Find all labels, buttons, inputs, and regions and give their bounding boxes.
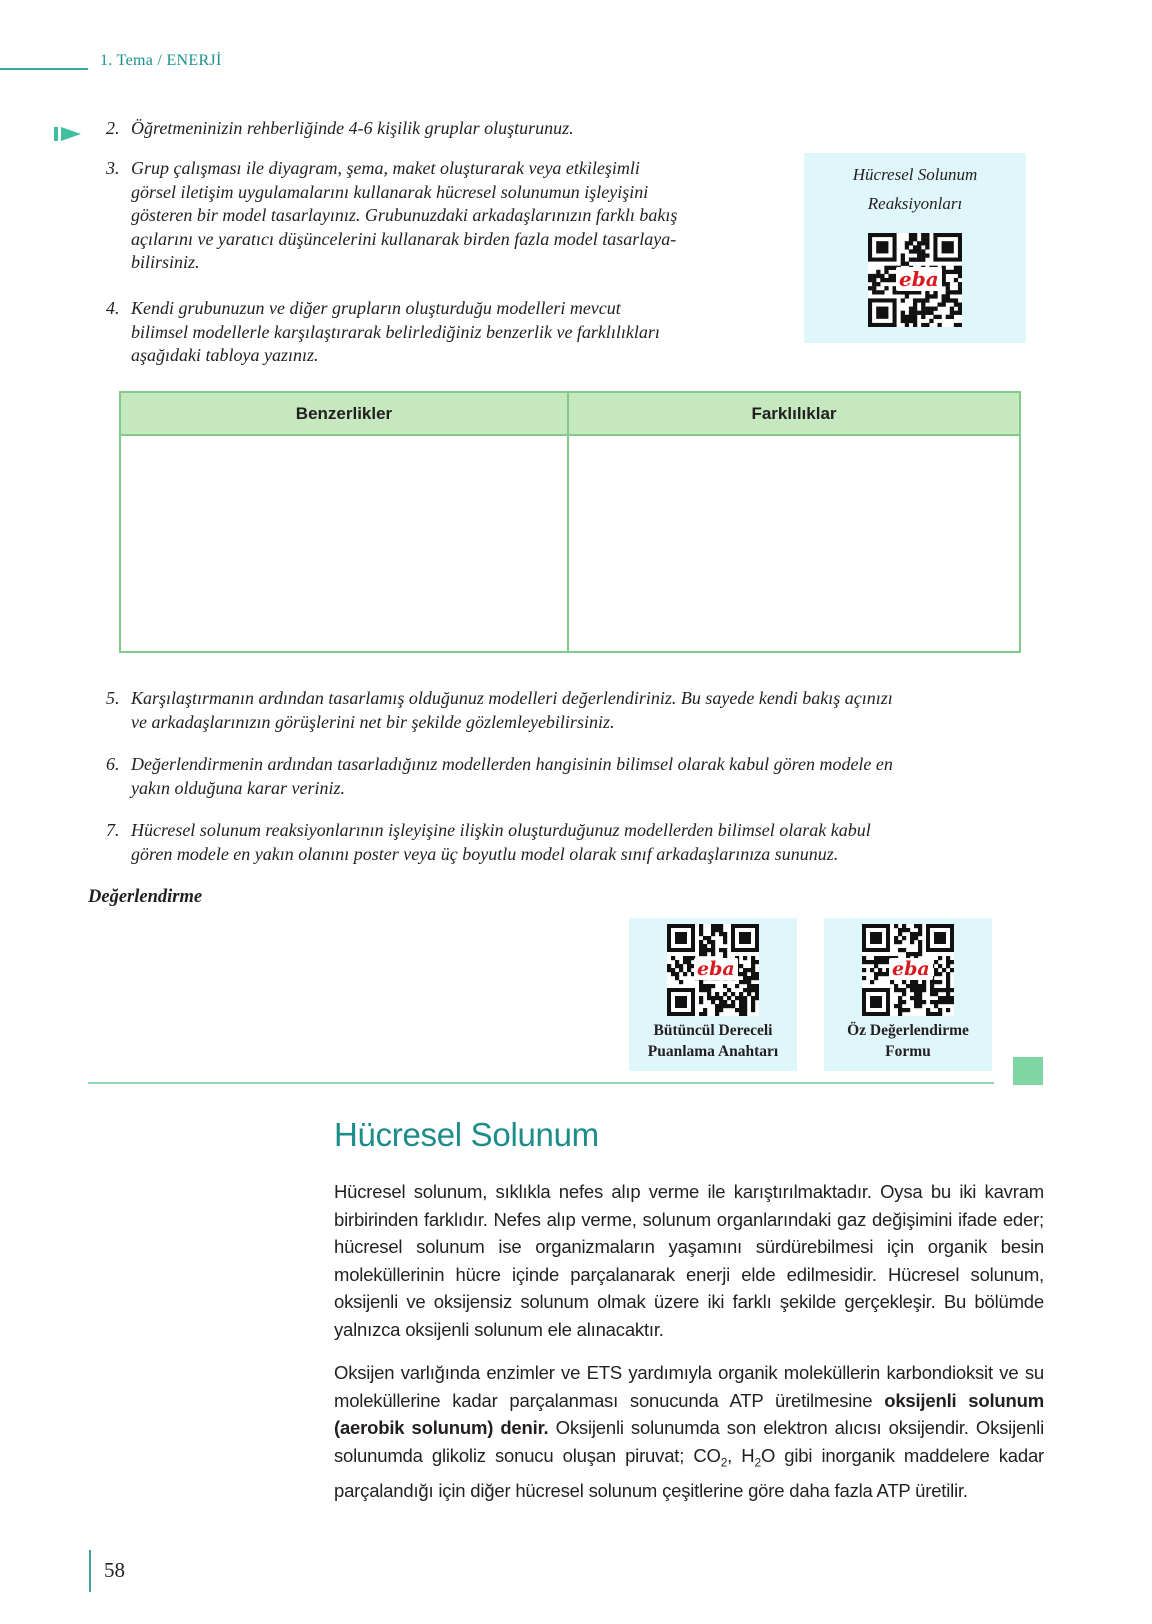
section-title: Hücresel Solunum [334,1116,599,1153]
qr-caption-line: Reaksiyonları [867,194,963,213]
item-line: Kendi grubunuzun ve diğer grupların oluşturduğu modelleri mevcut [131,298,621,318]
qr-code-icon[interactable] [862,924,954,1016]
item-line: gören modele en yakın olanını poster veya üç boyutlu model olarak sınıf arkadaşlarınıza sununuz. [131,843,839,864]
item-line: yakın olduğuna karar veriniz. [131,777,345,798]
list-item [106,819,1046,867]
item-number: 6. [106,754,120,774]
qr-code-icon[interactable] [868,233,962,327]
qr-caption-line: Puanlama Anahtarı [647,1043,779,1060]
list-item [106,297,776,369]
table-cell-benzerlikler[interactable] [121,436,567,651]
subscript: 2 [754,1455,761,1470]
key-term: oksijenli solunum (aerobik solunum) denir. [334,1389,1044,1438]
paragraph-1: Hücresel solunum, sıklıkla nefes alıp verme ile karıştırılmaktadır. Oysa bu iki kavram birbirinden farklıdır. Nefes alıp verme, solunum organlarındaki gaz değişimini ifade eder; hücresel solunum ise organizmaların yaşamını sürdürebilmesi için organik besin moleküllerinin hücre içinde parçalanarak enerji elde edilmesidir. Hücresel solunum, oksijenli ve oksijensiz solunum olmak üzere iki farklı şekilde gerçekleşir. Bu bölümde yalnızca oksijenli solunum ele alınacaktır. [334,1181,1044,1340]
list-item [106,117,756,141]
item-line: gösteren bir model tasarlayınız. Grubunuzdaki arkadaşlarınızın farklı bakış [131,205,678,225]
qr-caption-line: Hücresel Solunum [852,165,978,184]
item-number: 2. [106,118,120,138]
qr-box-hucresel-solunum[interactable] [804,153,1026,343]
item-number: 5. [106,688,120,708]
list-item [106,687,1046,735]
item-line: Karşılaştırmanın ardından tasarlamış olduğunuz modelleri değerlendiriniz. Bu sayede kendi bakış açınızı [131,688,893,708]
table-header-farkliliklar: Farklılıklar [751,404,837,423]
eba-logo: eba [694,958,738,980]
qr-caption-line: Öz Değerlendirme [847,1022,969,1039]
eba-logo: eba [889,958,933,980]
play-arrow-icon [54,126,82,142]
eba-logo: eba [896,267,942,291]
subscript: 2 [720,1455,728,1470]
list-item [106,157,776,275]
item-line: Hücresel solunum reaksiyonlarının işleyişine ilişkin oluşturduğunuz modellerden bilimsel olarak kabul [131,820,871,840]
paragraph-text: O gibi inorganik maddelere kadar parçalandığı için diğer hücresel solunum çeşitlerine göre daha fazla ATP üretilir. [334,1444,1044,1501]
paragraph-text: , H [727,1444,755,1466]
qr-box-butuncul-dereceli[interactable] [629,918,797,1071]
qr-box-oz-degerlendirme[interactable] [824,918,992,1071]
item-line: Değerlendirmenin ardından tasarladığınız modellerden hangisinin bilimsel olarak kabul gören modele en [131,754,893,774]
comparison-table [119,391,1021,653]
item-line: aşağıdaki tabloya yazınız. [131,345,319,365]
paragraph-text: Oksijen varlığında enzimler ve ETS yardımıyla organik moleküllerin karbondioksit ve su moleküllerine kadar parçalanması sonucunda ATP üretilmesine [334,1362,1044,1411]
item-line: bilimsel modellerle karşılaştırarak belirlediğiniz benzerlik ve farklılıkları [131,321,660,342]
item-number: 7. [106,820,120,840]
paragraph-2 [334,1359,1044,1504]
item-line: açılarını ve yaratıcı düşüncelerini kullanarak birden fazla model tasarlaya- [131,228,677,249]
table-header-benzerlikler: Benzerlikler [295,404,393,423]
item-line: Grup çalışması ile diyagram, şema, maket oluşturarak veya etkileşimli [131,158,640,178]
item-line: görsel iletişim uygulamalarını kullanarak hücresel solunumun işleyişini [131,181,649,202]
qr-code-icon[interactable] [667,924,759,1016]
page-number-rule [89,1550,91,1592]
section-marker [1013,1057,1043,1085]
header-rule [0,68,88,70]
header-breadcrumb: 1. Tema / ENERJİ [100,52,222,69]
page-number: 58 [104,1558,125,1582]
item-number: 4. [106,298,120,318]
list-item [106,753,1046,801]
table-cell-farkliliklar[interactable] [569,436,1019,651]
item-text: Öğretmeninizin rehberliğinde 4-6 kişilik gruplar oluşturunuz. [131,118,574,138]
qr-caption-line: Formu [885,1043,931,1060]
qr-caption-line: Bütüncül Dereceli [653,1022,773,1039]
item-line: bilirsiniz. [131,252,200,272]
section-divider [88,1082,994,1084]
item-number: 3. [106,158,120,178]
evaluation-heading: Değerlendirme [88,887,203,907]
paragraph-text: Oksijenli solunumda son elektron alıcısı oksijendir. Oksijenli solunumda glikoliz sonucu oluşan piruvat; CO [334,1417,1044,1466]
item-line: ve arkadaşlarınızın görüşlerini net bir şekilde gözlemleyebilirsiniz. [131,711,615,732]
